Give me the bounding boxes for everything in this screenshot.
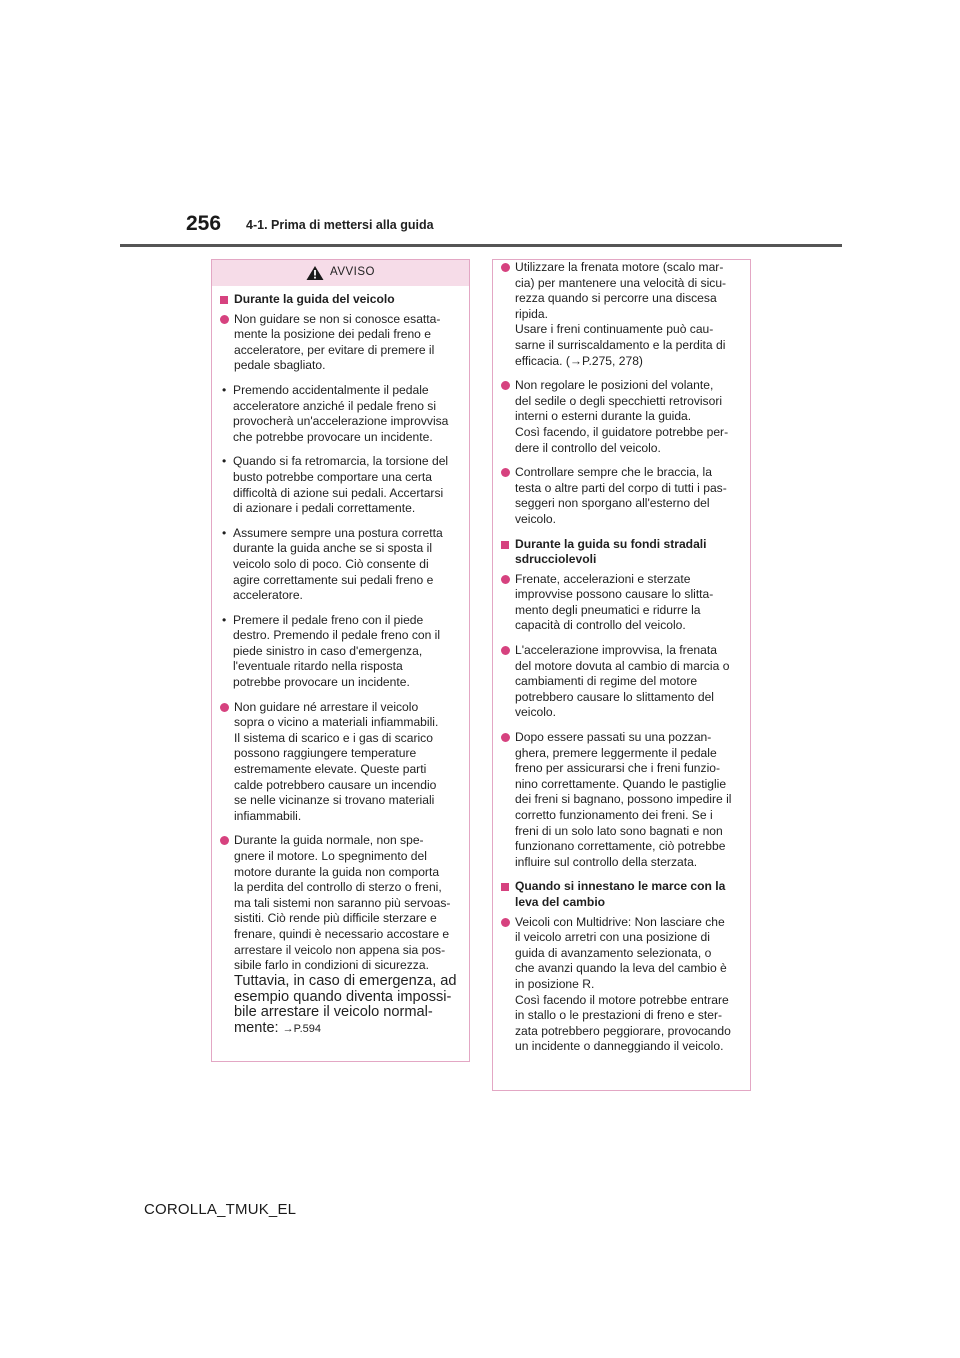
list-item: Non regolare le posizioni del volante, del sedile o degli specchietti retrovisori interni o esterni durante la guida. Così facendo, il guidatore potrebbe per- dere il controllo del veicolo. <box>500 378 742 456</box>
circle-bullet-icon <box>501 381 510 390</box>
list-item: Frenate, accelerazioni e sterzate improvvise possono causare lo slitta- mento degli pneumatici e ridurre la capacità di controllo del veicolo. <box>500 572 742 634</box>
list-item-body: Durante la guida normale, non spe- gnere il motore. Lo spegnimento del motore durante la guida non comporta la perdita del controllo di sterzo o freni, ma tali sistemi non saranno più servoas- sistiti. Ciò rende più difficile sterzare e frenare, quindi è necessario accostare e arrestare il veicolo non appena sia pos- sibile farlo in condizioni di sicurezza. Tuttavia, in caso di emergenza, ad esempio quando diventa impossi- bile arrestare il veicolo normal- mente: →P.594 <box>234 833 457 1037</box>
list-item <box>219 833 461 1037</box>
circle-bullet-icon <box>501 918 510 927</box>
sub-list-item: • Assumere sempre una postura corretta durante la guida anche se si sposta il veicolo solo di poco. Ciò consente di agire correttamente sui pedali freno e acceleratore. <box>219 526 461 604</box>
bullet-dot: • <box>222 525 227 540</box>
warning-box-right <box>492 259 751 1091</box>
warning-content-right <box>493 260 750 1055</box>
list-item: Non guidare se non si conosce esatta- mente la posizione dei pedali freno e acceleratore, per evitare di premere il pedale sbagliato. <box>219 312 461 374</box>
bullet-dot: • <box>222 454 227 469</box>
sub-list-item: • Premere il pedale freno con il piede destro. Premendo il pedale freno con il piede sinistro in caso d'emergenza, l'eventuale ritardo nella risposta potrebbe provocare un incidente. <box>219 613 461 691</box>
square-bullet-icon <box>501 883 509 891</box>
list-item: Dopo essere passati su una pozzan- ghera, premere leggermente il pedale freno per assicurarsi che i freni funzio- nino correttamente. Quando le pastiglie dei freni si bagnano, possono impedire il corretto funzionamento dei freni. Se i freni di un solo lato sono bagnati e non funzionano correttamente, ciò potrebbe influire sul controllo della sterzata. <box>500 730 742 870</box>
bullet-dot: • <box>222 612 227 627</box>
circle-bullet-icon <box>501 263 510 272</box>
list-item: Non guidare né arrestare il veicolo sopra o vicino a materiali infiammabili. Il sistema di scarico e i gas di scarico possono raggiungere temperature estremamente elevate. Queste parti calde potrebbero causare un incendio se nelle vicinanze si trovano materiali infiammabili. <box>219 700 461 825</box>
circle-bullet-icon <box>220 315 229 324</box>
page-number: 256 <box>186 212 222 235</box>
warning-label: AVVISO <box>330 266 375 279</box>
list-item: L'accelerazione improvvisa, la frenata del motore dovuta al cambio di marcia o cambiamenti di regime del motore potrebbero causare lo slittamento del veicolo. <box>500 643 742 721</box>
list-item: Utilizzare la frenata motore (scalo mar- cia) per mantenere una velocità di sicu- rezza quando si percorre una discesa ripida. Usare i freni continuamente può cau- sarne il surriscaldamento e la perdita di efficacia. (→P.275, 278) <box>500 260 742 369</box>
section-title: 4-1. Prima di mettersi alla guida <box>246 218 434 232</box>
square-bullet-icon <box>220 296 228 304</box>
emphasis-text: Tuttavia, in caso di emergenza, ad esempio quando diventa impossi- bile arrestare il veicolo normal- mente: <box>234 972 457 1037</box>
circle-bullet-icon <box>501 575 510 584</box>
list-item: Veicoli con Multidrive: Non lasciare che il veicolo arretri con una posizione di guida di avanzamento selezionata, o che avanzi quando la leva del cambio è in posizione R. Così facendo il motore potrebbe entrare in stallo o le prestazioni di freno e ster- zata potrebbero peggiorare, provocando un incidente o danneggiando il veicolo. <box>500 915 742 1055</box>
section-heading: Quando si innestano le marce con la leva del cambio <box>500 879 742 910</box>
section-heading: Durante la guida su fondi stradali sdrucciolevoli <box>500 537 742 568</box>
page-reference-link[interactable]: →P.594 <box>282 1023 321 1036</box>
circle-bullet-icon <box>501 468 510 477</box>
warning-box-left <box>211 259 470 1062</box>
header-rule <box>120 244 842 247</box>
sub-list-item: • Quando si fa retromarcia, la torsione del busto potrebbe comportare una certa difficoltà di azione sui pedali. Accertarsi di azionare i pedali correttamente. <box>219 454 461 516</box>
warning-header <box>212 260 469 286</box>
warning-content-left <box>212 286 469 1038</box>
square-bullet-icon <box>501 541 509 549</box>
bullet-dot: • <box>222 382 227 397</box>
circle-bullet-icon <box>220 836 229 845</box>
circle-bullet-icon <box>501 733 510 742</box>
list-item: Controllare sempre che le braccia, la testa o altre parti del corpo di tutti i pas- seggeri non sporgano all'esterno del veicolo. <box>500 465 742 527</box>
warning-triangle-icon <box>306 265 324 281</box>
footer-model-code: COROLLA_TMUK_EL <box>144 1201 297 1218</box>
circle-bullet-icon <box>501 646 510 655</box>
sub-list-item: • Premendo accidentalmente il pedale acceleratore anziché il pedale freno si provocherà un'accelerazione improvvisa che potrebbe provocare un incidente. <box>219 383 461 445</box>
section-heading: Durante la guida del veicolo <box>219 292 461 308</box>
circle-bullet-icon <box>220 703 229 712</box>
